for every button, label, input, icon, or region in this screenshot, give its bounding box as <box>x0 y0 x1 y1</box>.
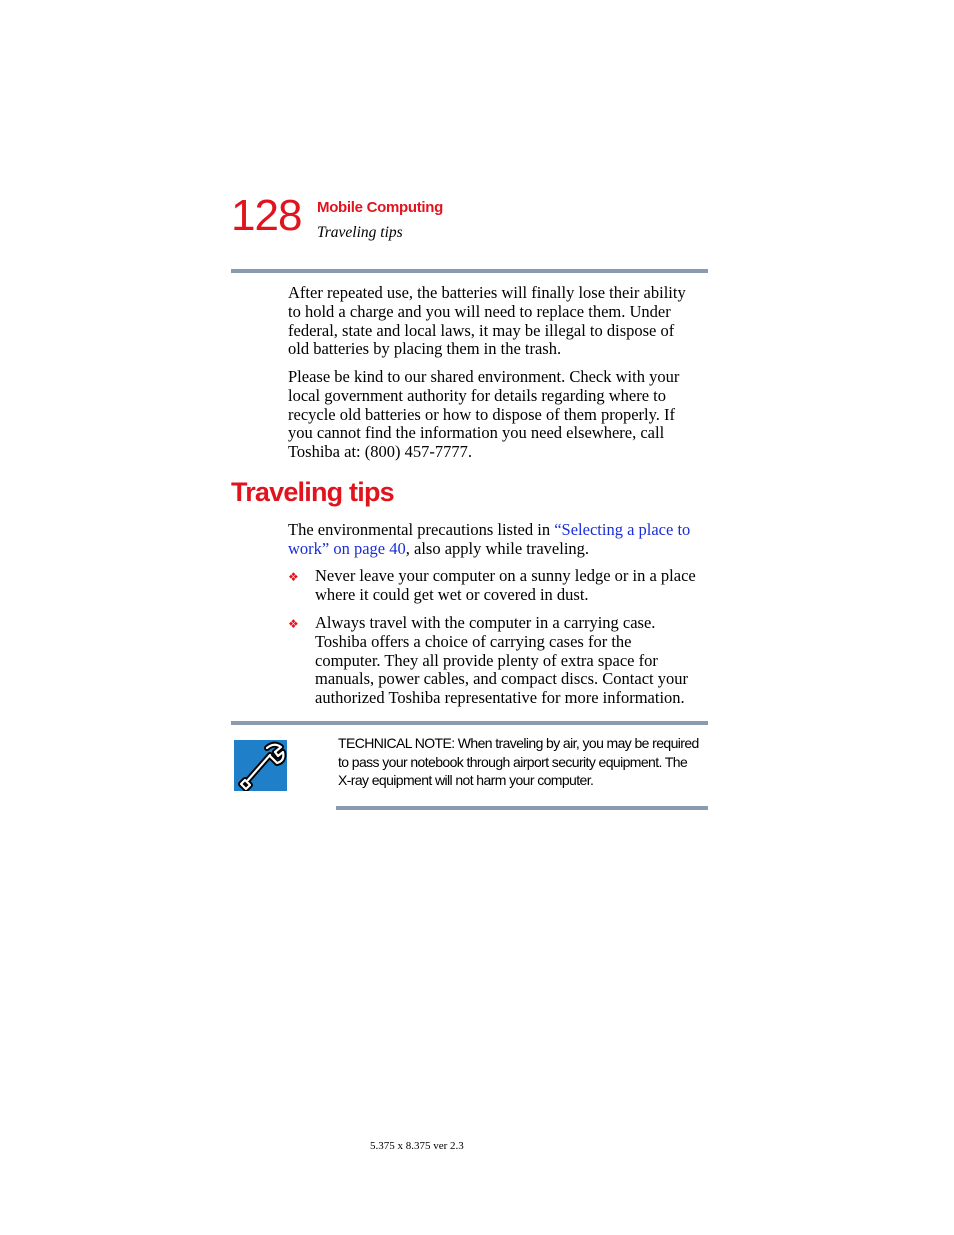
section-subtitle: Traveling tips <box>317 224 403 241</box>
note-top-divider <box>231 721 708 725</box>
intro-text-end: , also apply while traveling. <box>405 538 590 558</box>
bullet-text: Never leave your computer on a sunny ledge or in a place where it could get wet or covered in dust. <box>315 566 696 604</box>
intro-line-2 <box>288 540 713 559</box>
diamond-bullet-icon: ❖ <box>288 617 299 631</box>
cross-reference-link-part-2[interactable]: work” on page 40 <box>288 538 406 558</box>
battery-disposal-paragraph: After repeated use, the batteries will finally lose their ability to hold a charge and you will need to replace them. Under federal, state and local laws, it may be illegal to dispose of old batteries by placing them in the trash. <box>288 283 686 359</box>
header-divider <box>231 269 708 273</box>
page-number: 128 <box>231 191 302 240</box>
technical-note-text: TECHNICAL NOTE: When traveling by air, you may be required to pass your notebook through airport security equipment. The X-ray equipment will not harm your computer. <box>338 735 699 789</box>
footer-version: 5.375 x 8.375 ver 2.3 <box>370 1140 464 1152</box>
section-heading: Traveling tips <box>231 477 394 507</box>
wrench-icon-graphic <box>234 740 287 791</box>
intro-line-1 <box>288 521 713 540</box>
chapter-title: Mobile Computing <box>317 199 444 216</box>
intro-text: The environmental precautions listed in <box>288 520 555 539</box>
bullet-text: Always travel with the computer in a carrying case. Toshiba offers a choice of carrying cases for the computer. They all provide plenty of extra space for manuals, power cables, and compact discs. Contact your authorized Toshiba representative for more information. <box>315 613 688 708</box>
cross-reference-link-part-1[interactable]: “Selecting a place to <box>554 520 691 539</box>
bullet-list <box>288 567 713 710</box>
environment-paragraph: Please be kind to our shared environment. Check with your local government authority for details regarding where to recycle old batteries or how to dispose of them properly. If you cannot find the information you need elsewhere, call Toshiba at: (800) 457-7777. <box>288 367 680 462</box>
wrench-icon <box>234 740 287 791</box>
note-bottom-divider <box>336 806 708 810</box>
list-item <box>288 614 713 710</box>
diamond-bullet-icon: ❖ <box>288 570 299 584</box>
list-item <box>288 567 713 614</box>
traveling-intro <box>288 521 713 559</box>
